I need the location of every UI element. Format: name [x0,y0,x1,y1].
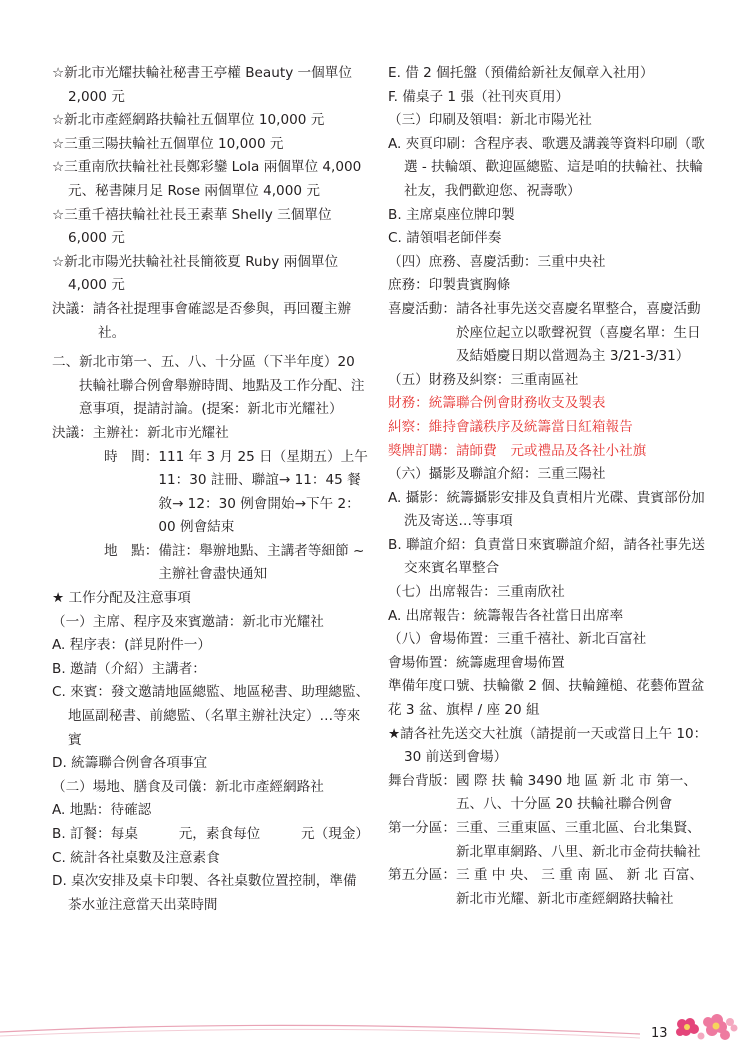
left-column [52,62,370,917]
left-paragraph: C. 來賓：發文邀請地區總監、地區秘書、助理總監、地區副秘書、前總監、（名單主辦社決定）…等來賓 [52,684,370,748]
item-label: 第五分區： [388,867,456,884]
left-paragraph: ☆三重南欣扶輪社社長鄭彩鑾 Lola 兩個單位 4,000 元、秘書陳月足 Rose 兩個單位 4,000 元 [52,159,362,199]
left-paragraph: A. 程序表：(詳見附件一） [52,637,211,654]
right-paragraph: （六）攝影及聯誼介紹：三重三陽社 [388,466,606,483]
item-label: 舞台背版： [388,772,456,789]
left-paragraph: ☆新北市產經網路扶輪社五個單位 10,000 元 [52,112,325,129]
item-value: 111 年 3 月 25 日（星期五）上午 11：30 註冊、聯誼→ 11：45 餐敘→ 12：30 例會開始→下午 2：00 例會結束 [158,448,368,536]
item-value: 三重、三重東區、三重北區、台北集賢、新北單車網路、八里、新北市金荷扶輪社 [455,820,701,860]
item-value: 三 重 中 央、 三 重 南 區、 新 北 百富、新北市光耀、新北市產經網路扶輪社 [455,867,704,907]
item-value: 國 際 扶 輪 3490 地 區 新 北 市 第一、五、八、十分區 20 扶輪社聯合例會 [455,772,697,813]
left-paragraph: B. 邀請（介紹）主講者： [52,660,206,677]
left-paragraph: 二、新北市第一、五、八、十分區（下半年度）20 扶輪社聯合例會舉辦時間、地點及工作分配、注意事項，提請討論。(提案：新北市光耀社） [52,354,365,418]
right-paragraph: ★請各社先送交大社旗（請提前一天或當日上午 10：30 前送到會場） [388,725,708,766]
right-paragraph [388,770,708,817]
right-paragraph: （三）印刷及領唱：新北市陽光社 [388,112,592,129]
right-paragraph [388,298,708,369]
left-paragraph: ★ 工作分配及注意事項 [52,590,191,607]
left-paragraph: 決議：主辦社：新北市光耀社 [52,424,229,441]
right-paragraph: （七）出席報告：三重南欣社 [388,584,565,601]
item-label: 時 間： [104,448,159,465]
left-paragraph [52,540,370,587]
right-paragraph: B. 聯誼介紹：負責當日來賓聯誼介紹，請各社事先送交來賓名單整合 [388,536,706,577]
left-paragraph [52,446,370,540]
right-column [388,62,708,911]
left-paragraph: ☆三重千禧扶輪社社長王素華 Shelly 三個單位 6,000 元 [52,206,332,247]
left-paragraph: 決議：請各社提理事會確認是否參與，再回覆主辦社。 [52,300,352,341]
item-value: 備註：舉辦地點、主講者等細節 ~ 主辦社會盡快通知 [158,542,365,583]
right-paragraph: A. 出席報告：統籌報告各社當日出席率 [388,607,624,624]
right-paragraph: 準備年度口號、扶輪徽 2 個、扶輪鐘槌、花藝佈置盆花 3 盆、旗桿 / 座 20 組 [388,678,705,719]
item-label: 地 點： [104,542,159,559]
right-paragraph: 會場佈置：統籌處理會場佈置 [388,654,565,671]
right-paragraph: E. 借 2 個托盤（預備給新社友佩章入社用） [388,65,654,81]
right-paragraph: （五）財務及糾察：三重南區社 [388,371,579,388]
right-paragraph: C. 請領唱老師伴奏 [388,230,502,247]
right-paragraph: （八）會場佈置：三重千禧社、新北百富社 [388,631,647,648]
right-paragraph: F. 備桌子 1 張（社刊夾頁用） [388,88,570,105]
footer-curve-decoration [0,1010,750,1050]
left-paragraph: A. 地點：待確認 [52,802,152,819]
left-paragraph: （二）場地、膳食及司儀：新北市產經網路社 [52,778,324,795]
right-paragraph [388,864,708,911]
left-paragraph: C. 統計各社桌數及注意素食 [52,849,220,866]
right-paragraph: （四）庶務、喜慶活動：三重中央社 [388,253,606,270]
left-paragraph: B. 訂餐：每桌 元，素食每位 元（現金） [52,826,370,842]
right-paragraph: 財務：統籌聯合例會財務收支及製表 [388,395,606,412]
left-paragraph: ☆新北市光耀扶輪社秘書王亭權 Beauty 一個單位 2,000 元 [52,65,352,105]
item-label: 喜慶活動： [388,300,456,317]
right-paragraph: 糾察：維持會議秩序及統籌當日紅箱報告 [388,418,633,435]
page-number: 13 [651,1026,668,1041]
right-paragraph: 獎牌訂購：請師費 元或禮品及各社小社旗 [388,442,647,459]
left-paragraph: ☆新北市陽光扶輪社社長簡筱夏 Ruby 兩個單位 4,000 元 [52,253,339,294]
left-paragraph: ☆三重三陽扶輪社五個單位 10,000 元 [52,135,284,152]
left-paragraph: D. 桌次安排及桌卡印製、各社桌數位置控制，準備茶水並注意當天出菜時間 [52,873,357,913]
left-paragraph: D. 統籌聯合例會各項事宜 [52,755,208,772]
right-paragraph: A. 攝影：統籌攝影安排及負責相片光碟、貴賓部份加洗及寄送…等事項 [388,489,705,530]
left-paragraph: （一）主席、程序及來賓邀請：新北市光耀社 [52,613,324,630]
item-value: 請各社事先送交喜慶名單整合，喜慶活動於座位起立以歌聲祝賀（喜慶名單：生日及結婚慶日期以當週為主 3/21-3/31） [455,300,701,365]
right-paragraph [388,817,708,864]
right-paragraph: 庶務：印製貴賓胸條 [388,277,511,294]
right-paragraph: B. 主席桌座位牌印製 [388,206,515,223]
flower-decoration-icon [668,1012,738,1046]
right-paragraph: A. 夾頁印刷：含程序表、歌選及講義等資料印刷（歌選 - 扶輪頌、歡迎區總監、這是咱的扶輪社、扶輪社友，我們歡迎您、祝壽歌） [388,135,705,199]
item-label: 第一分區： [388,820,456,836]
